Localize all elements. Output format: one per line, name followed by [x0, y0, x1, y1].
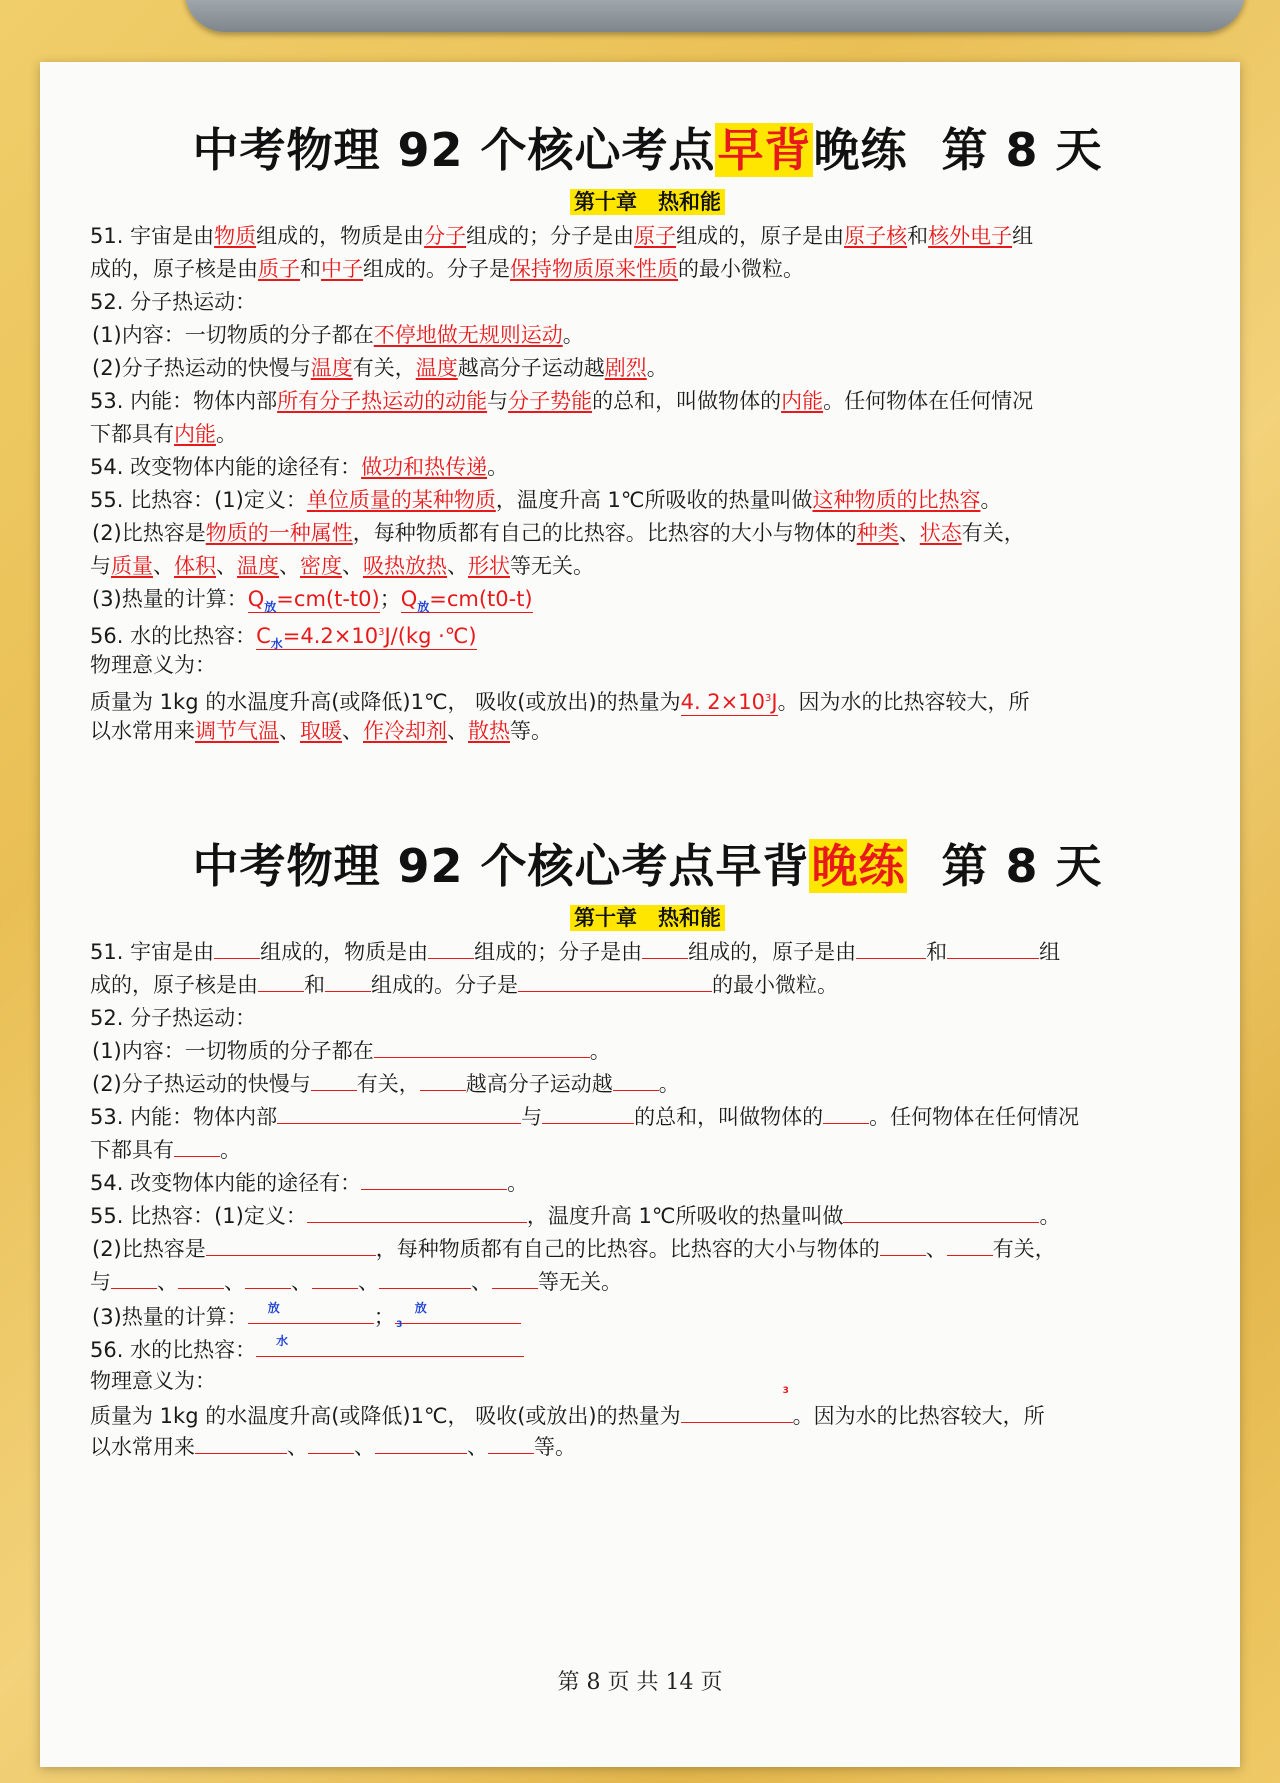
- answer: 温度: [415, 356, 458, 380]
- superscript: 3: [782, 1386, 789, 1396]
- answer-blank[interactable]: [823, 1101, 869, 1124]
- text: 和: [300, 257, 321, 281]
- text: 组成的，原子是由: [676, 224, 845, 248]
- answer: 原子核: [844, 224, 908, 248]
- answer: 内能: [781, 389, 824, 413]
- text: 51. 宇宙是由: [90, 940, 215, 964]
- answer: 质量: [111, 554, 153, 578]
- text: (2)比热容是: [92, 521, 206, 545]
- text: 组成的。分子是: [371, 973, 518, 997]
- subscript: 水: [276, 1334, 289, 1348]
- meaning-line1: [90, 682, 1205, 715]
- text: =4.2×10: [282, 624, 379, 648]
- text: 、: [224, 1270, 245, 1294]
- text: 有关，: [992, 1237, 1056, 1261]
- text: 等。: [534, 1435, 576, 1459]
- answer: 质子: [258, 257, 300, 281]
- text: 54. 改变物体内能的途径有：: [90, 455, 362, 479]
- page-title: [90, 120, 1205, 180]
- text: 、: [447, 554, 468, 578]
- text: 有关，: [961, 521, 1025, 545]
- q55-line1: [90, 1200, 1205, 1233]
- answer: 散热: [468, 719, 510, 743]
- answer: 分子势能: [508, 389, 593, 413]
- answer-blank[interactable]: [681, 1386, 793, 1423]
- q55-line4: [90, 583, 1205, 616]
- text: 、: [287, 1435, 308, 1459]
- text: 、: [354, 1435, 375, 1459]
- answer-blank[interactable]: [311, 1068, 357, 1091]
- title-evening: 晚练: [813, 123, 908, 177]
- title-prefix: 中考物理 92 个核心考点: [192, 123, 716, 177]
- page-title-2: [90, 836, 1205, 896]
- text: (2)比热容是: [92, 1237, 206, 1261]
- q55-line2: [90, 517, 1205, 550]
- q55-line4: [90, 1299, 1205, 1332]
- answer-blank[interactable]: [518, 969, 712, 992]
- answer: 原子: [634, 224, 677, 248]
- q52-item2: [90, 1068, 1205, 1101]
- text: (3)热量的计算：: [92, 587, 248, 611]
- text: 以水常用来: [90, 719, 195, 743]
- text: 下都具有: [90, 1138, 174, 1162]
- answer: 物质的一种属性: [205, 521, 353, 545]
- title-day: 第 8 天: [941, 839, 1103, 893]
- text: 53. 内能：物体内部: [90, 389, 278, 413]
- subscript: 水: [270, 637, 283, 652]
- q55-line3: [90, 550, 1205, 583]
- q52-item1: [90, 1035, 1205, 1068]
- answer: 作冷却剂: [363, 719, 447, 743]
- title-highlight-morning: 早背: [717, 123, 812, 177]
- evening-section: [90, 836, 1205, 1464]
- text: 的最小微粒。: [712, 973, 838, 997]
- answer: 保持物质原来性质: [510, 257, 678, 281]
- text: ；: [373, 1305, 395, 1329]
- q51-line2: [90, 253, 1205, 286]
- text: ，每种物质都有自己的比热容。比热容的大小与物体的: [375, 1237, 880, 1261]
- answer: 所有分子热运动的动能: [277, 389, 488, 413]
- q53-line2: [90, 1134, 1205, 1167]
- text: 。: [216, 422, 237, 446]
- meaning-line1: [90, 1386, 1205, 1431]
- superscript: 3: [764, 693, 772, 704]
- text: 、: [898, 521, 920, 545]
- text: 、: [342, 719, 363, 743]
- answer: 体积: [174, 554, 216, 578]
- title-morning: 早背: [715, 839, 810, 893]
- heat-formula-1: [248, 587, 380, 613]
- text: 组成的，原子是由: [688, 940, 857, 964]
- page-footer: 第 8 页 共 14 页: [557, 1670, 723, 1695]
- answer-blank[interactable]: [325, 969, 371, 992]
- text: 和: [907, 224, 929, 248]
- answer: 温度: [237, 554, 279, 578]
- text: C: [256, 624, 271, 648]
- answer-blank[interactable]: [947, 936, 1039, 959]
- answer: 形状: [468, 554, 510, 578]
- answer: 分子: [424, 224, 467, 248]
- text: 56. 水的比热容：: [90, 1338, 257, 1362]
- q55-line3: [90, 1266, 1205, 1299]
- text: 55. 比热容：(1)定义：: [90, 488, 307, 512]
- answer-blank[interactable]: [613, 1068, 659, 1091]
- q54: [90, 1167, 1205, 1200]
- text: 、: [925, 1237, 947, 1261]
- answer-blank[interactable]: [361, 1167, 507, 1190]
- answer-blank[interactable]: [856, 936, 926, 959]
- answer: 物质: [214, 224, 257, 248]
- formula-blank[interactable]: [248, 1299, 374, 1324]
- text: ，每种物质都有自己的比热容。比热容的大小与物体的: [352, 521, 857, 545]
- text: (3)热量的计算：: [92, 1305, 248, 1329]
- q52-item1: [90, 319, 1205, 352]
- text: =cm(t-t0): [276, 587, 380, 611]
- q55-line2: [90, 1233, 1205, 1266]
- text: 。: [487, 455, 509, 479]
- text: 4. 2×10: [680, 690, 765, 714]
- text: 。任何物体在任何情况: [823, 389, 1034, 413]
- answer: 状态: [919, 521, 962, 545]
- chapter-label: 第十章 热和能: [570, 905, 725, 931]
- worksheet-page: [40, 62, 1240, 1767]
- q54: [90, 451, 1205, 484]
- superscript: 3: [378, 627, 385, 638]
- water-specific-heat-formula: [256, 624, 476, 650]
- text: 53. 内能：物体内部: [90, 1105, 278, 1129]
- answer-blank[interactable]: [492, 1266, 538, 1289]
- q53-line2: [90, 418, 1205, 451]
- text: 以水常用来: [90, 1435, 195, 1459]
- chapter-label: 第十章 热和能: [570, 189, 725, 215]
- q53-line1: [90, 1101, 1205, 1134]
- text: (2)分子热运动的快慢与: [92, 356, 311, 380]
- text: 、: [216, 554, 237, 578]
- meaning-heading: [90, 1365, 1205, 1398]
- answer: 内能: [174, 422, 216, 446]
- text: (1)内容：一切物质的分子都在: [92, 1039, 374, 1063]
- answer-blank[interactable]: [195, 1431, 287, 1454]
- title-highlight-evening: 晚练: [811, 839, 906, 893]
- formula-blank[interactable]: [256, 1320, 524, 1357]
- answer: 不停地做无规则运动: [373, 323, 563, 347]
- text: 。任何物体在任何情况: [869, 1105, 1080, 1129]
- text: 组: [1012, 224, 1034, 248]
- text: ；: [379, 587, 401, 611]
- answer-blank[interactable]: [843, 1200, 1039, 1223]
- text: 52. 分子热运动：: [90, 290, 257, 314]
- text: 、: [157, 1270, 178, 1294]
- text: 的总和，叫做物体的: [592, 389, 782, 413]
- text: 组: [1039, 940, 1061, 964]
- answer: 中子: [321, 257, 363, 281]
- q52-item2: [90, 352, 1205, 385]
- answer-blank[interactable]: [375, 1431, 467, 1454]
- text: 52. 分子热运动：: [90, 1006, 257, 1030]
- text: Q: [247, 587, 265, 611]
- answer: [681, 690, 778, 716]
- answer-blank[interactable]: [277, 1101, 521, 1124]
- text: 有关，: [352, 356, 416, 380]
- q51-line1: [90, 936, 1205, 969]
- subscript: 放: [264, 600, 277, 615]
- answer-blank[interactable]: [880, 1233, 926, 1256]
- superscript: 3: [396, 1320, 403, 1330]
- text: 物理意义为：: [90, 1369, 216, 1393]
- answer: 温度: [310, 356, 353, 380]
- text: ，温度升高 1℃所吸收的热量叫做: [495, 488, 813, 512]
- subscript: 放: [417, 600, 430, 615]
- text: 、: [358, 1270, 379, 1294]
- answer-blank[interactable]: [206, 1233, 376, 1256]
- text: 、: [467, 1435, 488, 1459]
- clipboard-clip: [185, 0, 1245, 32]
- text: 。: [646, 356, 668, 380]
- text: 组成的；分子是由: [466, 224, 635, 248]
- subscript: 放: [414, 1301, 427, 1315]
- text: 、: [447, 719, 468, 743]
- text: 。因为水的比热容较大，所: [777, 690, 1030, 714]
- text: 下都具有: [90, 422, 174, 446]
- q56: [90, 1320, 1205, 1365]
- text: J/(kg ·℃): [384, 624, 477, 648]
- text: 。: [507, 1171, 529, 1195]
- text: 组成的；分子是由: [474, 940, 643, 964]
- text: 。: [1039, 1204, 1061, 1228]
- filled-body: [90, 220, 1205, 748]
- formula-blank[interactable]: [395, 1299, 521, 1324]
- text: 越高分子运动越: [465, 1072, 613, 1096]
- answer-blank[interactable]: [178, 1266, 224, 1289]
- answer-blank[interactable]: [214, 936, 260, 959]
- answer-blank[interactable]: [258, 969, 304, 992]
- text: 组成的，物质是由: [256, 224, 425, 248]
- text: 与: [487, 389, 509, 413]
- answer-blank[interactable]: [174, 1134, 220, 1157]
- text: 、: [291, 1270, 312, 1294]
- text: (2)分子热运动的快慢与: [92, 1072, 311, 1096]
- text: 的总和，叫做物体的: [634, 1105, 824, 1129]
- text: 、: [279, 719, 300, 743]
- text: Q: [400, 587, 418, 611]
- q51-line2: [90, 969, 1205, 1002]
- answer-blank[interactable]: [307, 1200, 527, 1223]
- text: 成的，原子核是由: [90, 973, 258, 997]
- blank-body: [90, 936, 1205, 1464]
- answer-blank[interactable]: [374, 1035, 590, 1058]
- answer: 密度: [300, 554, 342, 578]
- text: 有关，: [356, 1072, 420, 1096]
- text: ，温度升高 1℃所吸收的热量叫做: [526, 1204, 844, 1228]
- answer: 剧烈: [604, 356, 647, 380]
- heat-formula-2: [401, 587, 533, 613]
- q51-line1: [90, 220, 1205, 253]
- morning-section: [90, 120, 1205, 748]
- title-prefix: 中考物理 92 个核心考点: [192, 839, 716, 893]
- text: 、: [279, 554, 300, 578]
- q53-line1: [90, 385, 1205, 418]
- text: 、: [342, 554, 363, 578]
- answer: 种类: [856, 521, 899, 545]
- answer-blank[interactable]: [642, 936, 688, 959]
- answer: 调节气温: [195, 719, 279, 743]
- text: 、: [153, 554, 174, 578]
- answer-blank[interactable]: [245, 1266, 291, 1289]
- text: 组成的。分子是: [363, 257, 510, 281]
- answer: 取暖: [300, 719, 342, 743]
- meaning-line2: [90, 715, 1205, 748]
- text: 和: [304, 973, 325, 997]
- text: 与: [521, 1105, 543, 1129]
- text: 等无关。: [510, 554, 594, 578]
- text: 和: [926, 940, 948, 964]
- answer-blank[interactable]: [111, 1266, 157, 1289]
- text: 物理意义为：: [90, 653, 216, 677]
- q56: [90, 616, 1205, 652]
- answer: 核外电子: [928, 224, 1013, 248]
- answer: 这种物质的比热容: [812, 488, 981, 512]
- text: 56. 水的比热容：: [90, 624, 257, 648]
- answer: 吸热放热: [363, 554, 447, 578]
- answer-blank[interactable]: [308, 1431, 354, 1454]
- text: 55. 比热容：(1)定义：: [90, 1204, 307, 1228]
- q52-heading: [90, 1002, 1205, 1035]
- answer-blank[interactable]: [947, 1233, 993, 1256]
- text: 。: [220, 1138, 241, 1162]
- text: 与: [90, 554, 111, 578]
- text: (1)内容：一切物质的分子都在: [92, 323, 374, 347]
- chapter-heading-2: [90, 902, 1205, 932]
- answer: 单位质量的某种物质: [306, 488, 496, 512]
- text: 51. 宇宙是由: [90, 224, 215, 248]
- text: 。: [589, 1039, 611, 1063]
- answer-blank[interactable]: [488, 1431, 534, 1454]
- text: 。因为水的比热容较大，所: [792, 1404, 1045, 1428]
- title-day: 第 8 天: [941, 123, 1103, 177]
- text: 组成的，物质是由: [260, 940, 429, 964]
- text: 与: [90, 1270, 111, 1294]
- meaning-heading: [90, 649, 1205, 682]
- answer-blank[interactable]: [420, 1068, 466, 1091]
- answer-blank[interactable]: [428, 936, 474, 959]
- q52-heading: [90, 286, 1205, 319]
- text: 质量为 1kg 的水温度升高(或降低)1℃， 吸收(或放出)的热量为: [90, 1404, 681, 1428]
- text: 、: [471, 1270, 492, 1294]
- q55-line1: [90, 484, 1205, 517]
- meaning-line2: [90, 1431, 1205, 1464]
- answer-blank[interactable]: [542, 1101, 634, 1124]
- chapter-heading: [90, 186, 1205, 216]
- answer: 做功和热传递: [361, 455, 488, 479]
- text: 等。: [510, 719, 552, 743]
- text: 质量为 1kg 的水温度升高(或降低)1℃， 吸收(或放出)的热量为: [90, 690, 681, 714]
- text: =cm(t0-t): [429, 587, 533, 611]
- text: 54. 改变物体内能的途径有：: [90, 1171, 362, 1195]
- text: 。: [658, 1072, 680, 1096]
- text: 成的，原子核是由: [90, 257, 258, 281]
- text: J: [771, 690, 778, 714]
- answer-blank[interactable]: [379, 1266, 471, 1289]
- answer-blank[interactable]: [312, 1266, 358, 1289]
- text: 越高分子运动越: [457, 356, 605, 380]
- text: 的最小微粒。: [678, 257, 804, 281]
- text: 。: [562, 323, 584, 347]
- text: 等无关。: [538, 1270, 622, 1294]
- text: 。: [980, 488, 1002, 512]
- subscript: 放: [267, 1301, 280, 1315]
